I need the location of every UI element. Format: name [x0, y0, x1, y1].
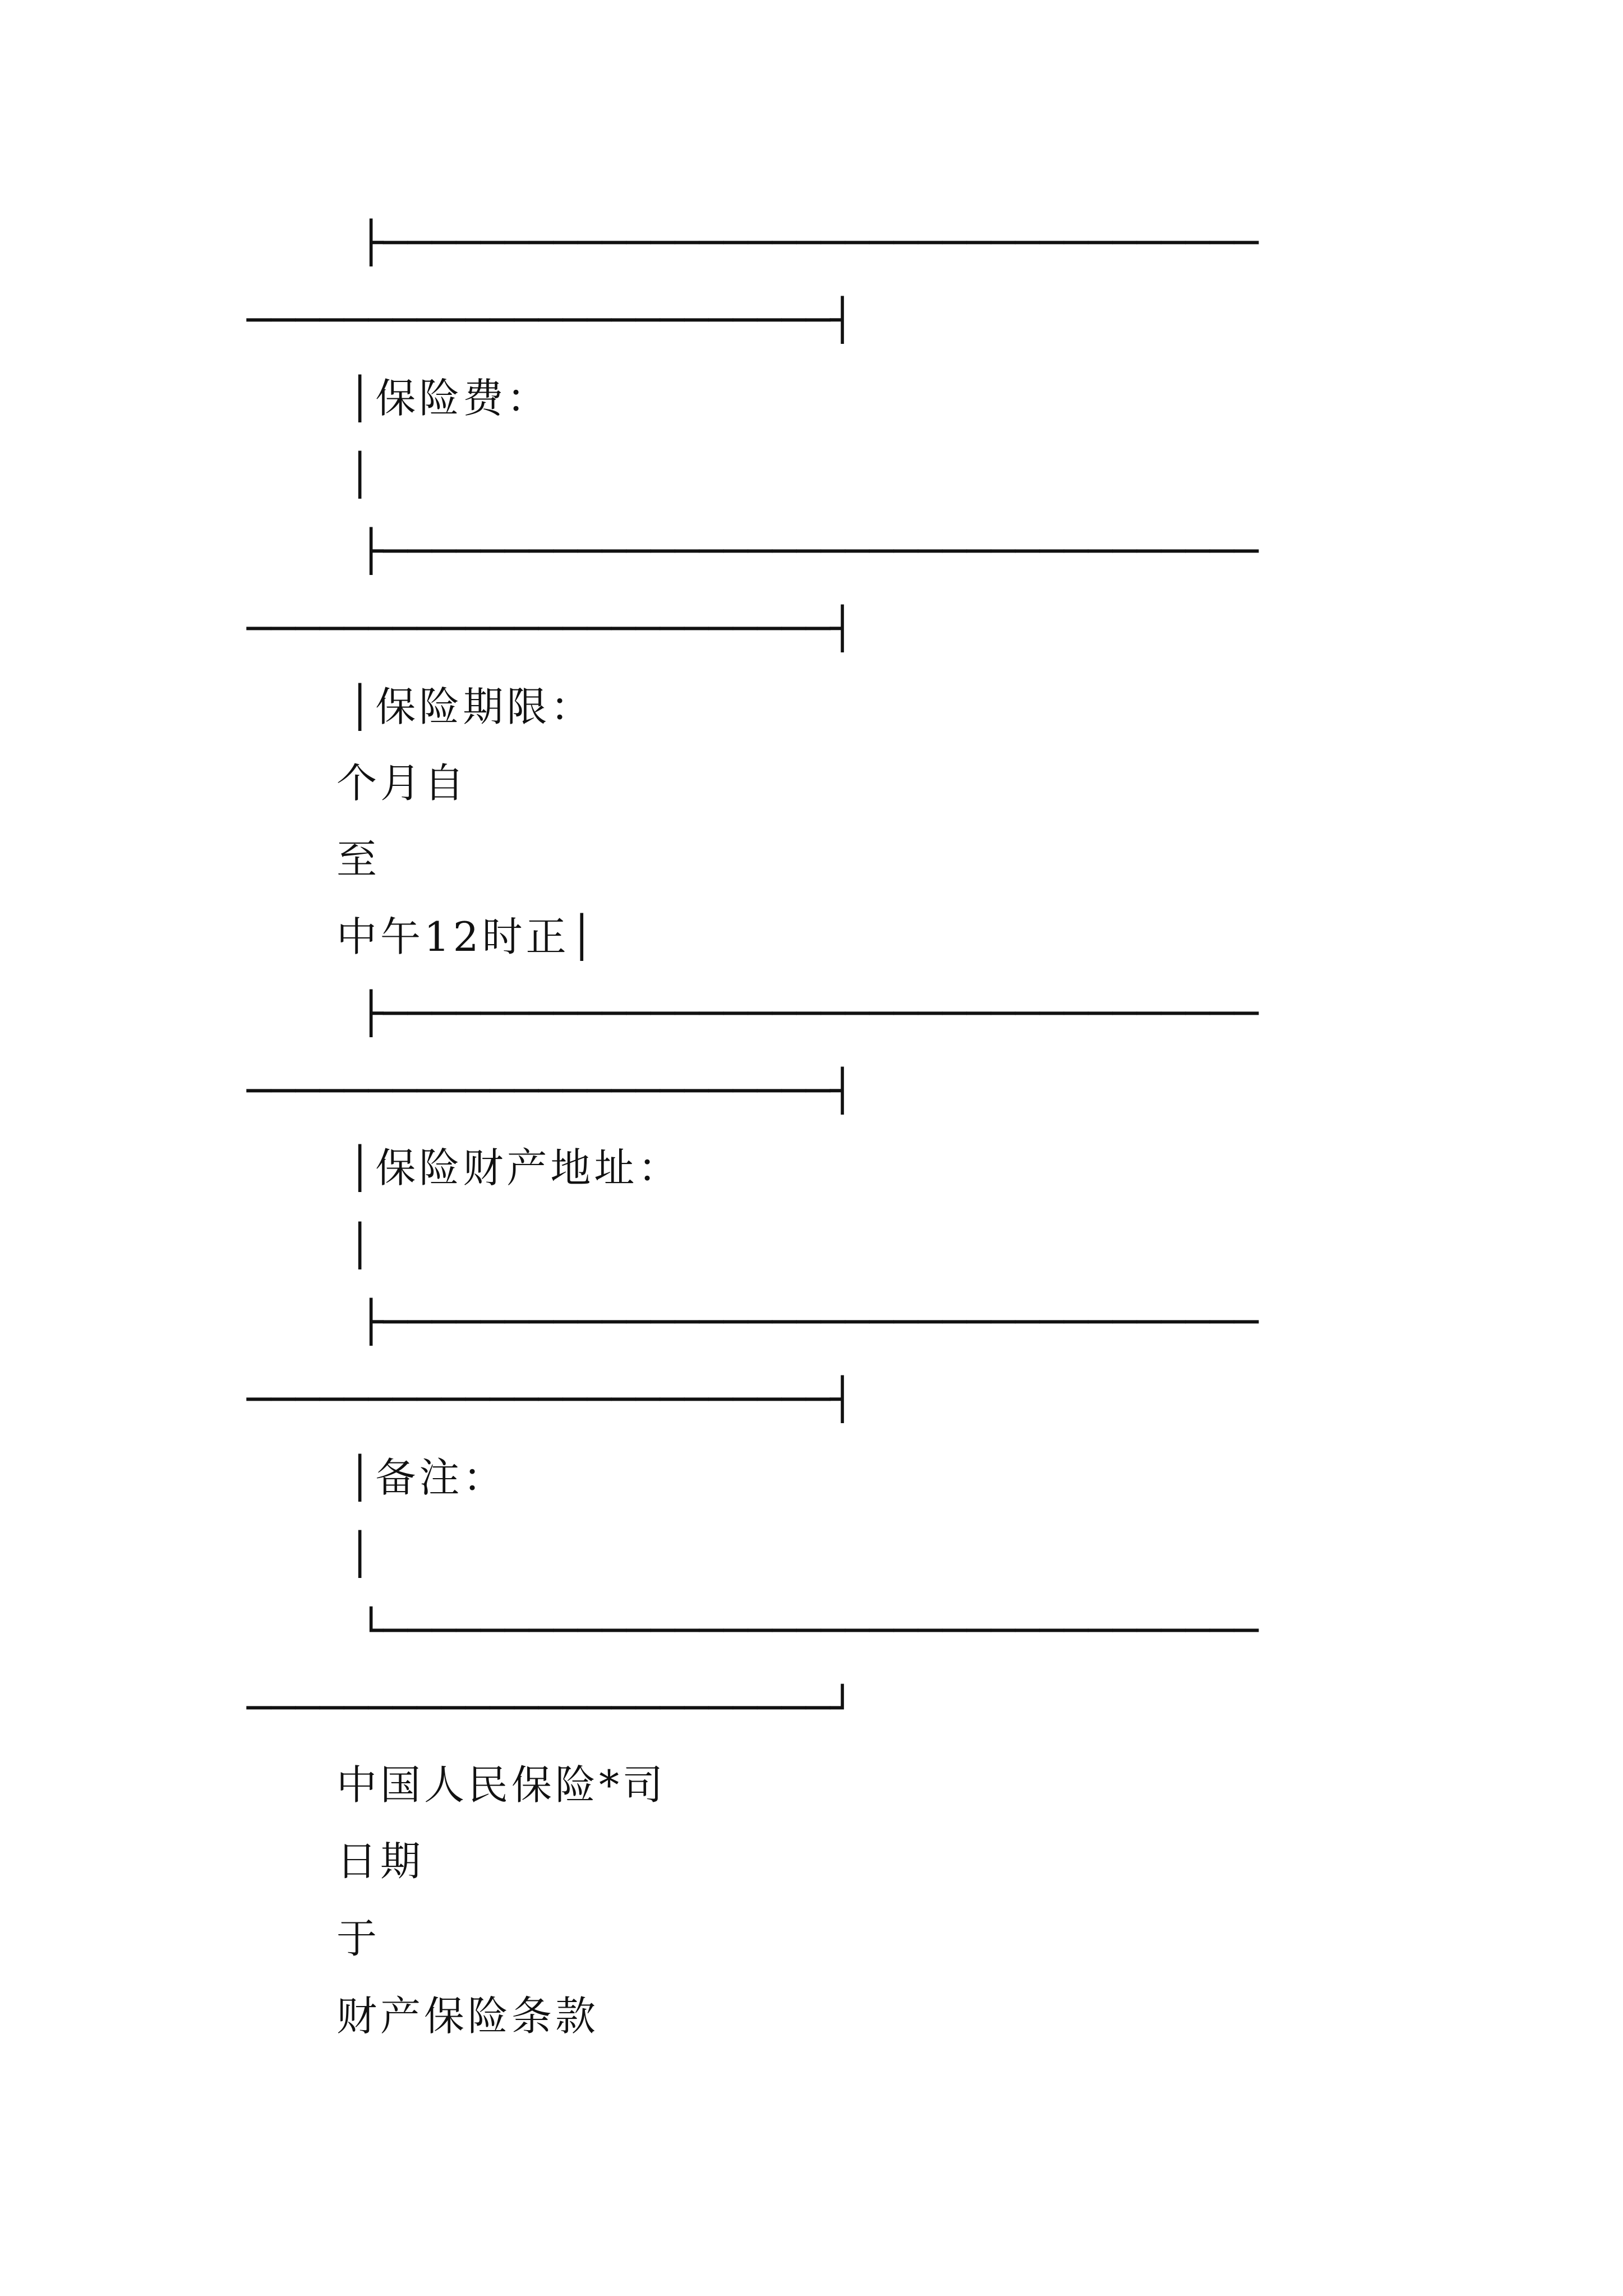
period-noon-text: 中午12时正│: [336, 913, 597, 960]
company-name: 中国人民保险*司: [336, 1761, 667, 1809]
box-divider-line: ├────────────────────────────────────: [359, 219, 1258, 266]
remarks-label: │备注：: [348, 1454, 507, 1501]
box-divider-line: ├────────────────────────────────────: [359, 1298, 1258, 1345]
insurance-period-label: │保险期限：: [348, 683, 594, 730]
box-bottom-line-end: ────────────────────────┘: [247, 1684, 855, 1731]
box-border-line: │: [348, 451, 376, 498]
box-divider-line: ├────────────────────────────────────: [359, 990, 1258, 1037]
box-border-line: │: [348, 1530, 376, 1577]
at-text: 于: [336, 1915, 381, 1962]
section-heading: 财产保险条款: [336, 1993, 600, 2040]
premium-label: │保险费：: [348, 375, 551, 422]
box-divider-line-end: ────────────────────────┤: [247, 605, 855, 652]
box-border-line: │: [348, 1222, 376, 1269]
property-address-label: │保险财产地址：: [348, 1144, 682, 1191]
box-divider-line-end: ────────────────────────┤: [247, 296, 855, 343]
box-divider-line-end: ────────────────────────┤: [247, 1067, 855, 1114]
period-to-text: 至: [336, 836, 381, 883]
box-divider-line: ├────────────────────────────────────: [359, 527, 1258, 574]
date-label: 日期: [336, 1838, 425, 1885]
box-bottom-line: └────────────────────────────────────: [359, 1607, 1258, 1654]
box-divider-line-end: ────────────────────────┤: [247, 1375, 855, 1423]
period-months-text: 个月自: [336, 760, 468, 807]
